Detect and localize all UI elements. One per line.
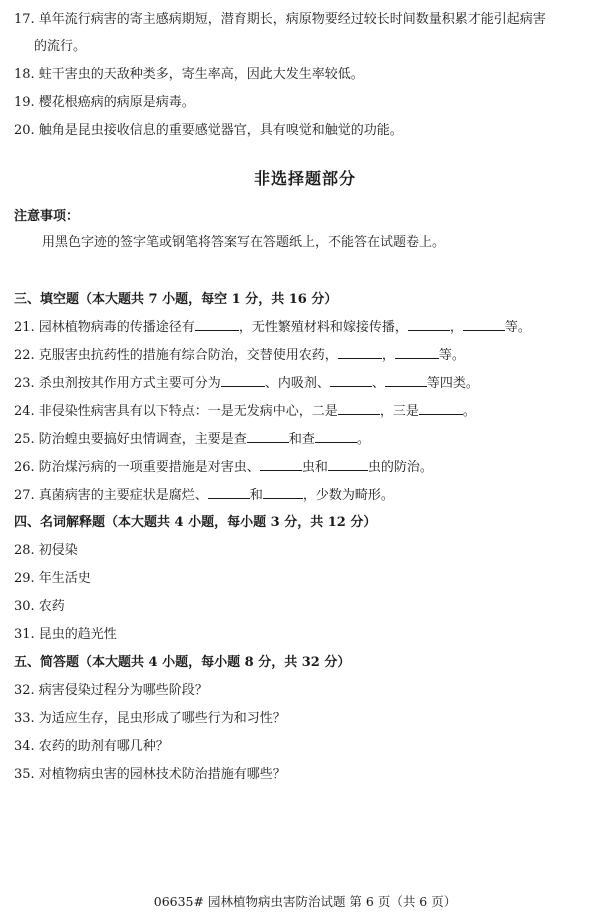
question-18: 18. 蛀干害虫的天敌种类多，寄生率高，因此大发生率较低。	[14, 67, 364, 82]
q26-text-a: 26. 防治煤污病的一项重要措施是对害虫、	[14, 460, 260, 475]
q24-text-b: ，三是	[379, 404, 419, 419]
q25-blank-2	[315, 430, 357, 443]
q21-text-c: ，	[449, 320, 463, 335]
q24-blank-1	[338, 402, 380, 415]
question-24	[14, 402, 598, 421]
question-22	[14, 346, 598, 365]
q25-text-c: 。	[356, 432, 370, 447]
q21-text-d: 等。	[504, 320, 531, 335]
question-35: 35. 对植物病虫害的园林技术防治措施有哪些？	[14, 767, 286, 782]
section-4-title: 四、名词解释题（本大题共 4 小题，每小题 3 分，共 12 分）	[14, 515, 377, 530]
question-17-line1: 17. 单年流行病害的寄主感病期短，潜育期长，病原物要经过较长时间数量积累才能引起病害	[14, 12, 546, 27]
question-19: 19. 樱花根癌病的病原是病毒。	[14, 95, 195, 110]
q23-blank-2	[330, 374, 372, 387]
q25-blank-1	[247, 430, 289, 443]
q26-text-b: 虫和	[301, 460, 328, 475]
q27-blank-1	[208, 486, 250, 499]
notes-text: 用黑色字迹的签字笔或钢笔将答案写在答题纸上，不能答在试题卷上。	[42, 235, 446, 250]
q21-blank-2	[408, 318, 450, 331]
q23-text-b: 、内吸剂、	[264, 376, 330, 391]
q23-text-d: 等四类。	[426, 376, 479, 391]
q23-blank-3	[385, 374, 427, 387]
q27-text-a: 27. 真菌病害的主要症状是腐烂、	[14, 488, 208, 503]
page-footer: 06635# 园林植物病虫害防治试题 第 6 页（共 6 页）	[153, 894, 457, 909]
question-21	[14, 318, 598, 337]
q22-blank-1	[338, 346, 382, 359]
q24-text-a: 24. 非侵染性病害具有以下特点：一是无发病中心，二是	[14, 404, 338, 419]
q27-blank-2	[263, 486, 303, 499]
question-31: 31. 昆虫的趋光性	[14, 627, 117, 642]
q26-text-c: 虫的防治。	[367, 460, 433, 475]
question-23	[14, 374, 598, 393]
part-title: 非选择题部分	[253, 169, 356, 188]
q23-text-a: 23. 杀虫剂按其作用方式主要可分为	[14, 376, 221, 391]
q22-text-c: 等。	[438, 348, 465, 363]
question-34: 34. 农药的助剂有哪几种？	[14, 739, 169, 754]
q21-blank-1	[195, 318, 239, 331]
q23-text-c: 、	[371, 376, 385, 391]
q21-text-a: 21. 园林植物病毒的传播途径有	[14, 320, 195, 335]
question-30: 30. 农药	[14, 599, 65, 614]
q22-text-a: 22. 克服害虫抗药性的措施有综合防治，交替使用农药，	[14, 348, 338, 363]
section-5-title: 五、简答题（本大题共 4 小题，每小题 8 分，共 32 分）	[14, 655, 351, 670]
notes-title: 注意事项：	[14, 209, 80, 224]
q25-text-b: 和查	[288, 432, 315, 447]
q24-blank-2	[419, 402, 463, 415]
q25-text-a: 25. 防治蝗虫要搞好虫情调查，主要是查	[14, 432, 247, 447]
q21-text-b: ，无性繁殖材料和嫁接传播，	[238, 320, 408, 335]
question-27	[14, 486, 598, 505]
question-32: 32. 病害侵染过程分为哪些阶段？	[14, 683, 208, 698]
question-29: 29. 年生活史	[14, 571, 91, 586]
question-33: 33. 为适应生存，昆虫形成了哪些行为和习性？	[14, 711, 286, 726]
question-20: 20. 触角是昆虫接收信息的重要感觉器官，具有嗅觉和触觉的功能。	[14, 123, 403, 138]
q26-blank-2	[328, 458, 368, 471]
q21-blank-3	[463, 318, 505, 331]
question-25	[14, 430, 598, 449]
q22-blank-2	[395, 346, 439, 359]
q24-text-c: 。	[462, 404, 476, 419]
question-17-line2: 的流行。	[34, 39, 87, 54]
q27-text-b: 和	[249, 488, 263, 503]
q27-text-c: ，少数为畸形。	[302, 488, 394, 503]
q23-blank-1	[221, 374, 265, 387]
q22-text-b: ，	[381, 348, 395, 363]
question-26	[14, 458, 598, 477]
question-28: 28. 初侵染	[14, 543, 78, 558]
section-3-title: 三、填空题（本大题共 7 小题，每空 1 分，共 16 分）	[14, 292, 338, 307]
q26-blank-1	[260, 458, 302, 471]
